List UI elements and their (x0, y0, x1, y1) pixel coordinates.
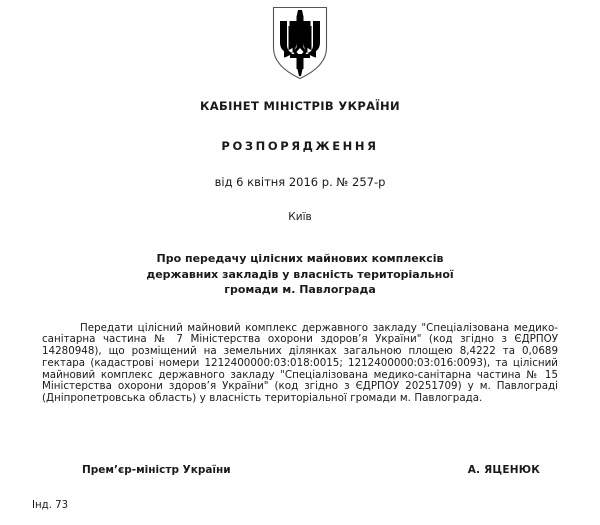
signature-block (0, 464, 600, 476)
document-date-and-number: від 6 квітня 2016 р. № 257-р (214, 175, 386, 189)
body-paragraph: Передати цілісний майновий комплекс державного закладу "Спеціалізована медико-санітарна частина № 7 Міністерства охорони здоров’я України" (код згідно з ЄДРПОУ 14280948), що розміщений на земельних ділянках загальною площею 8,4222 та 0,0689 гектара (кадастрові номери 1212400000:03:018:0015; 1212400000:03:016:0093), та цілісний майновий комплекс державного закладу "Спеціалізована медико-санітарна частина № 15 Міністерства охорони здоров’я України" (код згідно з ЄДРПОУ 20251709) у м. Павлограді (Дніпропетровська область) у власність територіальної громади м. Павлограда. (42, 321, 558, 405)
ukraine-coat-of-arms-tryzub-icon (272, 6, 328, 80)
document-body (0, 323, 600, 406)
subject-line-2: державних закладів у власність територіальної (146, 267, 454, 281)
document-city: Київ (288, 211, 312, 223)
signatory-name: А. ЯЦЕНЮК (467, 464, 540, 477)
document-index-footer: Інд. 73 (32, 500, 69, 511)
signatory-title: Прем’єр-міністр України (82, 464, 231, 477)
document-subject-title (0, 251, 600, 298)
document-type-heading: РОЗПОРЯДЖЕННЯ (221, 139, 379, 153)
emblem-container (0, 0, 600, 80)
subject-line-1: Про передачу цілісних майнових комплексів (156, 252, 444, 265)
subject-line-3: громади м. Павлограда (224, 283, 376, 296)
organization-title: КАБІНЕТ МІНІСТРІВ УКРАЇНИ (200, 99, 400, 113)
